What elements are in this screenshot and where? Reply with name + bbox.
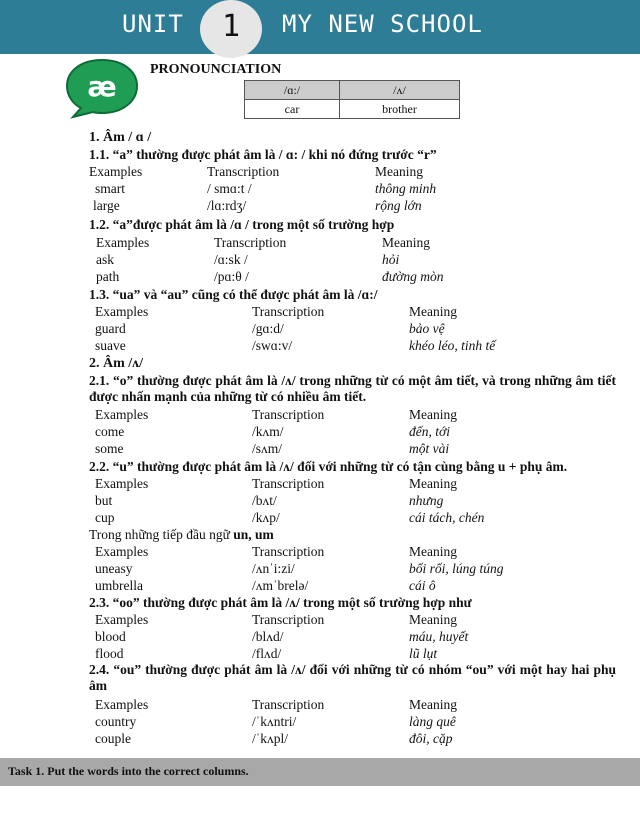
col-transcription: Transcription [214, 235, 287, 250]
col-meaning: Meaning [409, 407, 457, 422]
example-transcription: /gɑ:d/ [252, 321, 284, 336]
col-meaning: Meaning [375, 164, 423, 179]
example-word: flood [95, 646, 124, 661]
example-transcription: /sʌm/ [252, 441, 283, 456]
section-1-title: 1. Âm / ɑ / [89, 130, 152, 145]
example-meaning: đến, tới [409, 424, 450, 439]
example-meaning: máu, huyết [409, 629, 469, 644]
section-title: PRONOUNCIATION [150, 62, 282, 77]
rule-1-2-title: 1.2. “a”được phát âm là /ɑ / trong một số trường hợp [89, 217, 395, 232]
section-2-title: 2. Âm /ʌ/ [89, 356, 144, 371]
example-transcription: /ɑ:sk / [214, 252, 248, 267]
rule-2-4-title: 2.4. “ou” thường được phát âm là /ʌ/ đối với những từ có nhóm “ou” với một hay hai phụ âm [89, 662, 616, 693]
example-transcription: /kʌp/ [252, 510, 280, 525]
col-examples: Examples [95, 612, 149, 627]
example-meaning: lũ lụt [409, 646, 438, 661]
example-word: blood [95, 629, 126, 644]
col-transcription: Transcription [252, 612, 325, 627]
col-examples: Examples [95, 697, 149, 712]
col-meaning: Meaning [409, 544, 457, 559]
example-meaning: bối rối, lúng túng [409, 561, 504, 576]
rule-2-2-title: 2.2. “u” thường được phát âm là /ʌ/ đối với những từ có tận cùng bằng u + phụ âm. [89, 459, 568, 474]
example-word: suave [95, 338, 126, 353]
example-word: country [95, 714, 137, 729]
example-word: but [95, 493, 113, 508]
example-meaning: bảo vệ [409, 321, 445, 336]
example-meaning: thông minh [375, 181, 437, 196]
example-transcription: /swɑ:v/ [252, 338, 293, 353]
example-transcription: /blʌd/ [252, 629, 284, 644]
example-transcription: /kʌm/ [252, 424, 284, 439]
col-meaning: Meaning [409, 697, 457, 712]
example-meaning: một vài [409, 441, 450, 456]
task-bar [0, 758, 640, 786]
example-meaning: nhưng [409, 493, 444, 508]
col-examples: Examples [95, 476, 149, 491]
col-meaning: Meaning [409, 304, 457, 319]
example-meaning: làng quê [409, 714, 456, 729]
unit-title: MY NEW SCHOOL [282, 10, 483, 38]
example-word: umbrella [95, 578, 143, 593]
col-examples: Examples [95, 407, 149, 422]
col-transcription: Transcription [252, 697, 325, 712]
prefix-note [89, 527, 274, 543]
unit-number: 1 [221, 9, 241, 44]
example-meaning: đôi, cặp [409, 731, 453, 746]
col-transcription: Transcription [252, 407, 325, 422]
example-word: cup [95, 510, 115, 525]
example-word: smart [95, 181, 125, 196]
rule-2-1-title: 2.1. “o” thường được phát âm là /ʌ/ trong những từ có một âm tiết, và trong những âm tiết được nhấn mạnh của những từ có nhiều âm tiết. [89, 373, 616, 404]
col-transcription: Transcription [252, 304, 325, 319]
example-transcription: /ʌmˈbrelə/ [252, 578, 309, 593]
task-1-label: Task 1. Put the words into the correct columns. [8, 764, 249, 778]
prefix-note-text: Trong những tiếp đầu ngữ [89, 527, 234, 542]
vowel-example-uh: brother [340, 100, 460, 119]
vowel-header-uh: /ʌ/ [340, 81, 460, 100]
example-word: ask [96, 252, 114, 267]
rule-1-1-title: 1.1. “a” thường được phát âm là / ɑ: / khi nó đứng trước “r” [89, 147, 437, 162]
example-word: couple [95, 731, 131, 746]
example-transcription: /bʌt/ [252, 493, 277, 508]
col-examples: Examples [96, 235, 150, 250]
prefix-note-bold: un, um [233, 527, 274, 542]
example-transcription: /pɑ:θ / [214, 269, 249, 284]
example-meaning: khéo léo, tinh tế [409, 338, 496, 353]
example-word: path [96, 269, 120, 284]
col-transcription: Transcription [252, 544, 325, 559]
col-meaning: Meaning [409, 612, 457, 627]
vowel-table [244, 80, 460, 119]
example-word: large [93, 198, 120, 213]
example-transcription: / smɑ:t / [207, 181, 252, 196]
ae-speech-bubble-icon [63, 56, 141, 120]
rule-2-3-title: 2.3. “oo” thường được phát âm là /ʌ/ trong một số trường hợp như [89, 595, 472, 610]
vowel-example-a: car [245, 100, 340, 119]
example-word: guard [95, 321, 126, 336]
col-meaning: Meaning [382, 235, 430, 250]
unit-number-badge [200, 0, 262, 58]
example-meaning: rộng lớn [375, 198, 422, 213]
col-examples: Examples [95, 304, 149, 319]
example-meaning: cái ô [409, 578, 436, 593]
col-examples: Examples [95, 544, 149, 559]
example-transcription: /ˈkʌntri/ [252, 714, 297, 729]
col-transcription: Transcription [252, 476, 325, 491]
example-transcription: /flʌd/ [252, 646, 282, 661]
example-word: uneasy [95, 561, 133, 576]
vowel-header-a: /ɑ:/ [245, 81, 340, 100]
col-examples: Examples [89, 164, 143, 179]
col-meaning: Meaning [409, 476, 457, 491]
example-transcription: /ʌnˈi:zi/ [252, 561, 295, 576]
example-meaning: đường mòn [382, 269, 444, 284]
example-transcription: /lɑ:rdʒ/ [207, 198, 247, 213]
col-transcription: Transcription [207, 164, 280, 179]
example-meaning: cái tách, chén [409, 510, 485, 525]
rule-1-3-title: 1.3. “ua” và “au” cũng có thể được phát âm là /ɑ:/ [89, 287, 378, 302]
example-transcription: /ˈkʌpl/ [252, 731, 288, 746]
example-word: come [95, 424, 125, 439]
example-word: some [95, 441, 124, 456]
example-meaning: hỏi [382, 252, 400, 267]
logo-glyph: æ [87, 70, 117, 103]
unit-label: UNIT [122, 10, 184, 38]
